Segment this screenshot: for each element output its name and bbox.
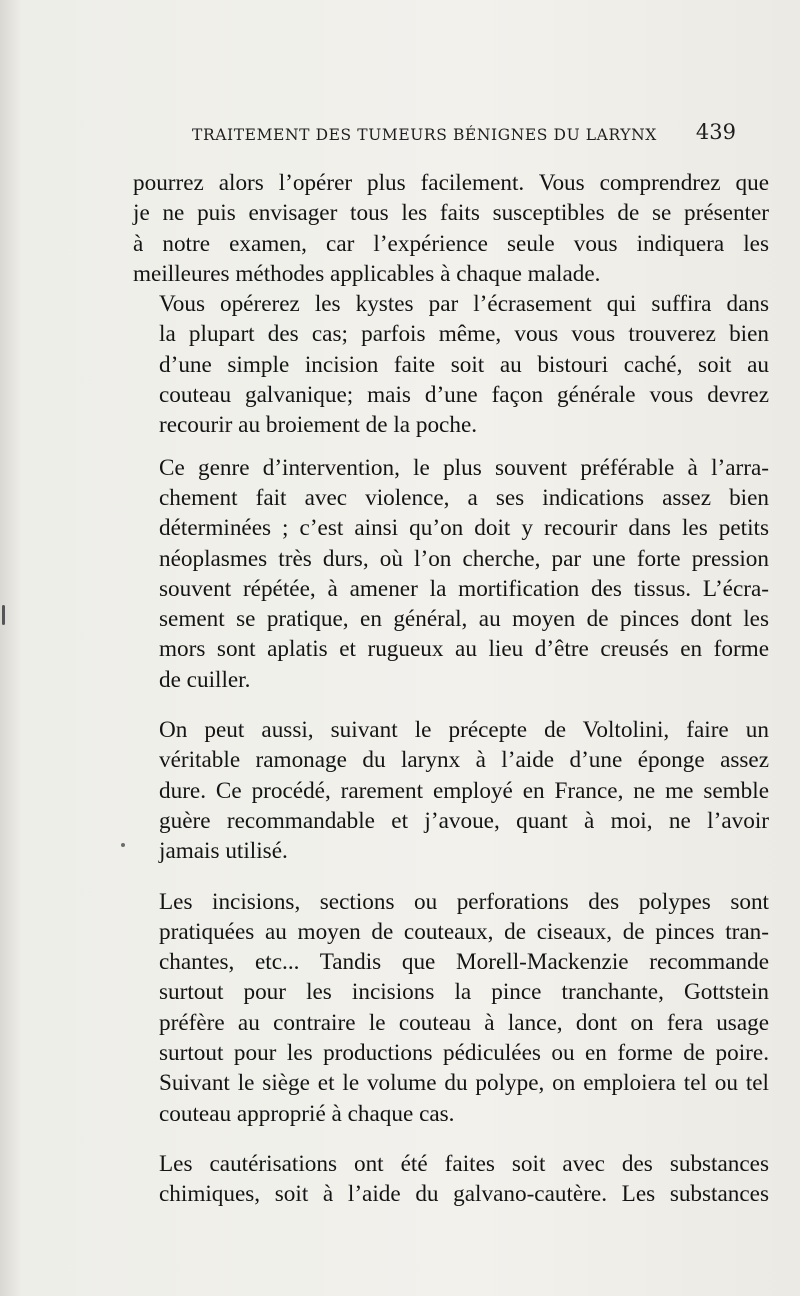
body-text	[133, 168, 769, 1210]
text-line: néoplasmes très durs, où l’on cherche, par une forte pression	[159, 545, 769, 572]
text-line: dure. Ce procédé, rarement employé en France, ne me semble	[159, 777, 769, 804]
text-line: Ce genre d’intervention, le plus souvent préférable à l’arra-	[159, 454, 769, 481]
page-number: 439	[695, 120, 736, 144]
text-line: mors sont aplatis et rugueux au lieu d’être creusés en forme	[159, 636, 769, 663]
paragraph	[133, 289, 769, 440]
text-line: Les cautérisations ont été faites soit avec des substances	[159, 1150, 769, 1177]
paragraph	[133, 453, 769, 695]
running-head	[172, 120, 742, 150]
text-line: je ne puis envisager tous les faits susceptibles de se présenter	[133, 200, 769, 227]
text-line: chement fait avec violence, a ses indications assez bien	[159, 484, 769, 511]
text-line: On peut aussi, suivant le précepte de Voltolini, faire un	[159, 717, 769, 744]
text-line: Suivant le siège et le volume du polype, on emploiera tel ou tel	[159, 1070, 769, 1097]
text-line: Les incisions, sections ou perforations des polypes sont	[159, 888, 769, 915]
text-line: déterminées ; c’est ainsi qu’on doit y recourir dans les petits	[159, 515, 769, 542]
text-line: la plupart des cas; parfois même, vous vous trouverez bien	[159, 321, 769, 348]
text-line: pourrez alors l’opérer plus facilement. Vous comprendrez que	[133, 170, 769, 196]
paragraph	[133, 887, 769, 1129]
text-line: meilleures méthodes applicables à chaque malade.	[133, 260, 601, 287]
paragraph	[133, 1149, 769, 1210]
text-line: recourir au broiement de la poche.	[159, 412, 478, 439]
text-line: préfère au contraire le couteau à lance, dont on fera usage	[159, 1009, 769, 1036]
paragraph	[133, 715, 769, 866]
text-line: d’une simple incision faite soit au bistouri caché, soit au	[159, 351, 769, 378]
text-line: sement se pratique, en général, au moyen de pinces dont les	[159, 606, 769, 633]
text-line: surtout pour les incisions la pince tranchante, Gottstein	[159, 979, 769, 1006]
text-line: véritable ramonage du larynx à l’aide d’une éponge assez	[159, 747, 769, 774]
chapter-title: TRAITEMENT DES TUMEURS BÉNIGNES DU LARYNX	[192, 126, 657, 144]
text-line: souvent répétée, à amener la mortification des tissus. L’écra-	[159, 575, 769, 602]
text-line: chimiques, soit à l’aide du galvano-cautère. Les substances	[159, 1181, 769, 1208]
paragraph	[133, 168, 769, 289]
text-line: chantes, etc... Tandis que Morell-Mackenzie recommande	[159, 949, 769, 976]
text-line: jamais utilisé.	[159, 838, 288, 865]
text-line: pratiquées au moyen de couteaux, de ciseaux, de pinces tran-	[159, 918, 769, 945]
text-line: couteau galvanique; mais d’une façon générale vous devrez	[159, 382, 769, 409]
text-line: couteau approprié à chaque cas.	[159, 1100, 455, 1127]
print-speck	[121, 843, 125, 847]
print-speck	[2, 605, 5, 625]
text-line: de cuiller.	[159, 666, 251, 693]
text-line: surtout pour les productions pédiculées ou en forme de poire.	[159, 1040, 769, 1067]
text-line: à notre examen, car l’expérience seule vous indiquera les	[133, 230, 769, 257]
text-line: guère recommandable et j’avoue, quant à moi, ne l’avoir	[159, 807, 769, 834]
text-line: Vous opérerez les kystes par l’écrasement qui suffira dans	[159, 291, 769, 318]
